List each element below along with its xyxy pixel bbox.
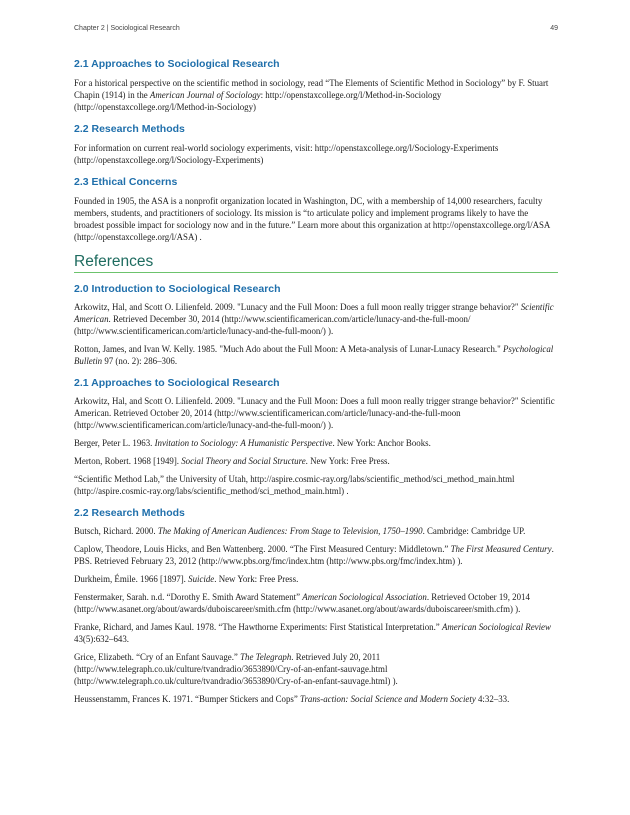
- italic-title: Suicide: [188, 574, 215, 584]
- text-run: Founded in 1905, the ASA is a nonprofit organization located in Washington, DC, with a membership of 14,000 researchers, faculty members, students, and practitioners of sociology. Its mission is “to articulate policy and implement programs likely to have the broadest possible impact for sociology now and in the future.” Learn more about this organization at http://openstaxcollege.org/l/ASA (http://openstaxcollege.org/l/ASA) .: [74, 196, 550, 242]
- references-list: [74, 283, 558, 705]
- text-run: Rotton, James, and Ivan W. Kelly. 1985. "Much Ado about the Full Moon: A Meta-analysis of Lunar-Lunacy Research.": [74, 344, 503, 354]
- further-research: [74, 58, 558, 243]
- text-run: . Retrieved December 30, 2014 (http://www.scientificamerican.com/article/lunacy-and-the-full-moon/ (http://www.scientificamerican.com/article/lunacy-and-the-full-moon/) ).: [74, 314, 471, 336]
- text-run: Merton, Robert. 1968 [1949].: [74, 456, 182, 466]
- text-run: 4:32–33.: [475, 694, 510, 704]
- text-run: . New York: Anchor Books.: [332, 438, 431, 448]
- reference-group-heading: 2.1 Approaches to Sociological Research: [74, 377, 280, 389]
- text-run: Berger, Peter L. 1963.: [74, 438, 155, 448]
- text-run: For a historical perspective on the scientific method in sociology, read “The Elements of Scientific Method in Sociology” by F. Stuart Chapin (1914) in the: [74, 78, 549, 100]
- text-run: Arkowitz, Hal, and Scott O. Lilienfeld. 2009. "Lunacy and the Full Moon: Does a full moon really trigger strange behavior?": [74, 302, 521, 312]
- reference-entry: [74, 651, 558, 687]
- reference-entry: [74, 301, 558, 337]
- text-run: “Scientific Method Lab,” the University of Utah, http://aspire.cosmic-ray.org/labs/scientific_method/sci_method_main.html (http://aspire.cosmic-ray.org/labs/scientific_method/sci_method_main.html) .: [74, 474, 515, 496]
- running-header: [74, 25, 558, 32]
- italic-title: Social Theory and Social Structure: [181, 456, 306, 466]
- reference-entry: [74, 395, 558, 431]
- text-run: For information on current real-world sociology experiments, visit: http://openstaxcollege.org/l/Sociology-Experiments (http://openstaxcollege.org/l/Sociology-Experiments): [74, 143, 499, 165]
- text-run: . Cambridge: Cambridge UP.: [422, 526, 526, 536]
- reference-entry: [74, 543, 558, 567]
- text-run: . Retrieved July 20, 2011 (http://www.telegraph.co.uk/culture/tvandradio/3653890/Cry-of-an-enfant-sauvage.html (http://www.telegraph.co.uk/culture/tvandradio/3653890/Cry-of-an-enfant-sauvage.html) ).: [74, 652, 398, 686]
- reference-entry: [74, 573, 558, 585]
- reference-group: [74, 377, 558, 497]
- text-run: Franke, Richard, and James Kaul. 1978. “The Hawthorne Experiments: First Statistical Interpretation.”: [74, 622, 442, 632]
- chapter-title: Chapter 2 | Sociological Research: [74, 25, 180, 32]
- reference-group: [74, 283, 558, 367]
- text-run: . New York: Free Press.: [305, 456, 390, 466]
- section-heading: 2.1 Approaches to Sociological Research: [74, 58, 280, 70]
- reference-entry: [74, 455, 558, 467]
- reference-group-heading: 2.2 Research Methods: [74, 507, 185, 519]
- section: [74, 58, 558, 113]
- italic-title: Scientific American: [74, 302, 554, 324]
- italic-title: The Making of American Audiences: From Stage to Television, 1750–1990: [157, 526, 423, 536]
- text-run: Butsch, Richard. 2000.: [74, 526, 158, 536]
- text-run: 43(5):632–643.: [74, 634, 129, 644]
- reference-group-heading: 2.0 Introduction to Sociological Research: [74, 283, 281, 295]
- text-run: Fenstermaker, Sarah. n.d. “Dorothy E. Smith Award Statement”: [74, 592, 303, 602]
- references-heading: References: [74, 253, 558, 273]
- italic-title: American Sociological Association: [302, 592, 427, 602]
- italic-title: Invitation to Sociology: A Humanistic Perspective: [154, 438, 333, 448]
- text-run: Caplow, Theodore, Louis Hicks, and Ben Wattenberg. 2000. “The First Measured Century: Middletown.”: [74, 544, 451, 554]
- text-run: Grice, Elizabeth. “Cry of an Enfant Sauvage.”: [74, 652, 241, 662]
- page-content: [74, 58, 558, 711]
- italic-title: American Journal of Sociology: [149, 90, 261, 100]
- text-run: 97 (no. 2): 286–306.: [102, 356, 178, 366]
- section-heading: 2.3 Ethical Concerns: [74, 176, 178, 188]
- section: [74, 176, 558, 243]
- text-run: Arkowitz, Hal, and Scott O. Lilienfeld. 2009. "Lunacy and the Full Moon: Does a full moon really trigger strange behavior?" Scientific American. Retrieved October 20, 2014 (http://www.scientificamerican.com/article/lunacy-and-the-full-moon (http://www.scientificamerican.com/article/lunacy-and-the-full-moon/) ).: [74, 396, 555, 430]
- text-run: Heussenstamm, Frances K. 1971. “Bumper Stickers and Cops”: [74, 694, 301, 704]
- section: [74, 123, 558, 166]
- reference-entry: [74, 473, 558, 497]
- section-paragraph: [74, 77, 558, 113]
- reference-entry: [74, 621, 558, 645]
- italic-title: The Telegraph: [240, 652, 292, 662]
- reference-entry: [74, 343, 558, 367]
- reference-entry: [74, 591, 558, 615]
- reference-entry: [74, 525, 558, 537]
- text-run: . PBS. Retrieved February 23, 2012 (http://www.pbs.org/fmc/index.htm (http://www.pbs.org/fmc/index.htm) ).: [74, 544, 554, 566]
- italic-title: The First Measured Century: [450, 544, 552, 554]
- italic-title: Psychological Bulletin: [74, 344, 554, 366]
- section-paragraph: [74, 142, 558, 166]
- reference-entry: [74, 693, 558, 705]
- page-number: 49: [550, 25, 558, 32]
- italic-title: American Sociological Review: [441, 622, 551, 632]
- section-paragraph: [74, 195, 558, 243]
- text-run: Durkheim, Émile. 1966 [1897].: [74, 574, 189, 584]
- italic-title: Trans-action: Social Science and Modern Society: [300, 694, 476, 704]
- reference-entry: [74, 437, 558, 449]
- section-heading: 2.2 Research Methods: [74, 123, 185, 135]
- text-run: : http://openstaxcollege.org/l/Method-in-Sociology (http://openstaxcollege.org/l/Method-in-Sociology): [74, 90, 442, 112]
- reference-group: [74, 507, 558, 705]
- text-run: . New York: Free Press.: [214, 574, 299, 584]
- text-run: . Retrieved October 19, 2014 (http://www.asanet.org/about/awards/duboiscareer/smith.cfm (http://www.asanet.org/about/awards/duboiscareer/smith.cfm) ).: [74, 592, 530, 614]
